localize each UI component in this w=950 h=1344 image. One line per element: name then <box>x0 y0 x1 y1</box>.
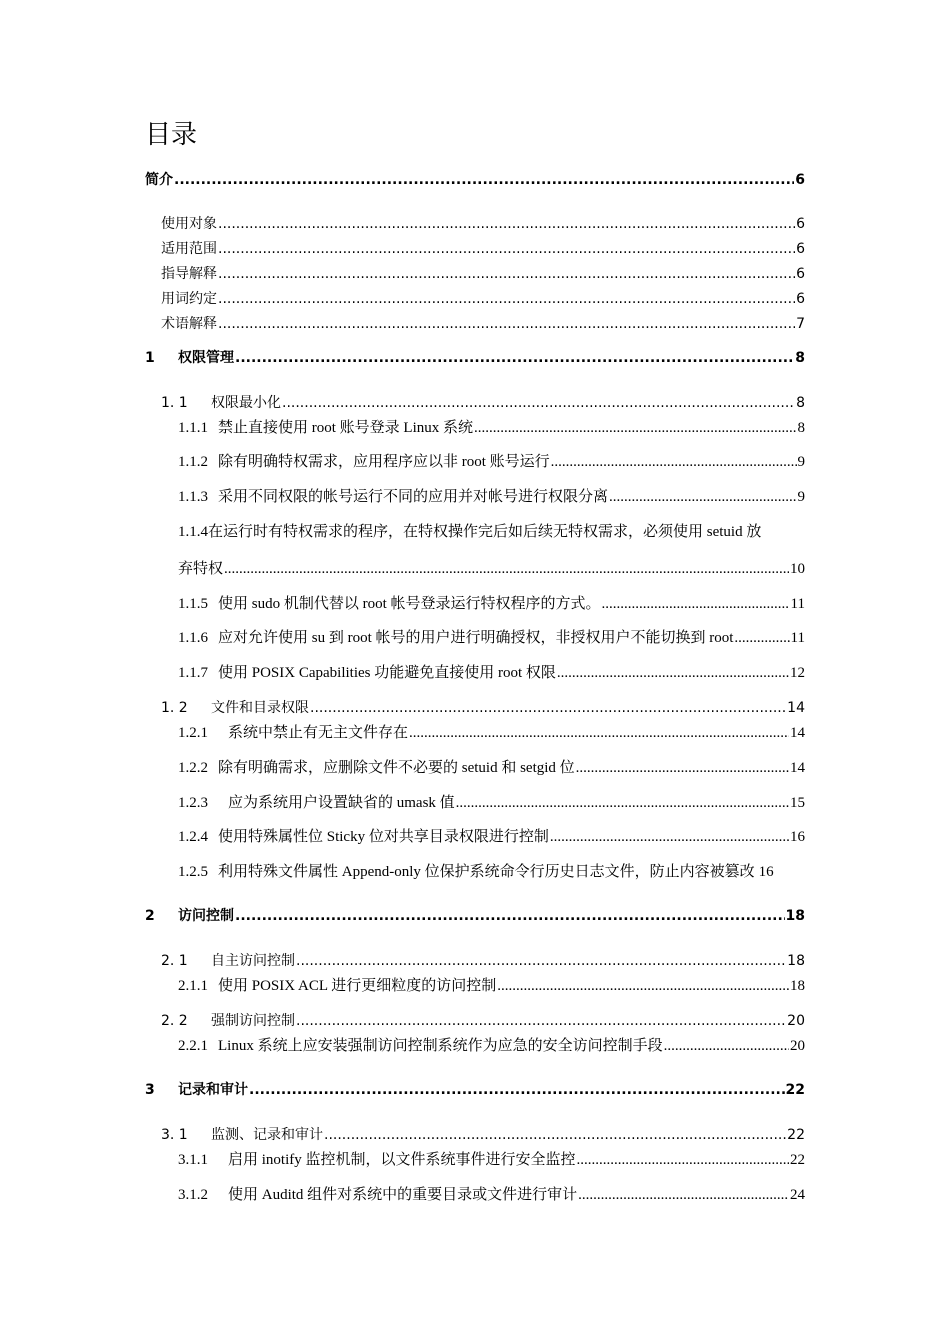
dot-leader <box>497 976 789 996</box>
toc-page-number: 6 <box>795 172 805 188</box>
dot-leader <box>602 594 790 614</box>
dot-leader <box>577 1150 790 1170</box>
toc-entry-label: 利用特殊文件属性 Append-only 位保护系统命令行历史日志文件，防止内容被篡改 <box>218 864 755 880</box>
dot-leader <box>218 314 795 334</box>
dot-leader <box>218 264 795 284</box>
toc-section[interactable] <box>161 698 805 718</box>
toc-entry-label: 指导解释 <box>161 266 217 282</box>
subsection-number: 1.1.5 <box>178 596 208 612</box>
toc-page-number: 14 <box>790 725 805 741</box>
toc-entry-label: 自主访问控制 <box>211 953 295 969</box>
toc-subsection[interactable] <box>178 976 805 996</box>
toc-entry-label: 使用 POSIX ACL 进行更细粒度的访问控制 <box>218 978 497 994</box>
dot-leader <box>551 452 797 472</box>
toc-subsection[interactable] <box>178 594 805 614</box>
toc-section[interactable] <box>161 1125 805 1145</box>
toc-entry-label: 启用 inotify 监控机制，以文件系统事件进行安全监控 <box>228 1152 576 1168</box>
section-number: 2. 1 <box>161 953 188 969</box>
toc-entry-label: 使用 sudo 机制代替以 root 帐号登录运行特权程序的方式。 <box>218 596 601 612</box>
toc-subsection[interactable] <box>178 663 805 683</box>
toc-entry[interactable] <box>161 314 805 334</box>
toc-page-number: 24 <box>790 1187 805 1203</box>
toc-chapter-2[interactable] <box>145 906 805 926</box>
subsection-number: 1.2.2 <box>178 760 208 776</box>
toc-entry-label: 强制访问控制 <box>211 1013 295 1029</box>
subsection-number: 3.1.1 <box>178 1152 208 1168</box>
toc-page-number: 14 <box>790 760 805 776</box>
toc-section[interactable] <box>161 951 805 971</box>
dot-leader <box>576 758 789 778</box>
subsection-number: 1.1.7 <box>178 665 208 681</box>
subsection-number: 1.2.4 <box>178 829 208 845</box>
toc-section[interactable] <box>161 393 805 413</box>
toc-entry-label: 用词约定 <box>161 291 217 307</box>
section-number: 3. 1 <box>161 1127 188 1143</box>
toc-entry-label: Linux 系统上应安装强制访问控制系统作为应急的安全访问控制手段 <box>218 1038 663 1054</box>
dot-leader <box>235 348 794 368</box>
subsection-number: 1.2.3 <box>178 795 208 811</box>
toc-entry-label: 采用不同权限的帐号运行不同的应用并对帐号进行权限分离 <box>218 489 609 505</box>
dot-leader <box>734 628 789 648</box>
section-number: 1. 1 <box>161 395 188 411</box>
dot-leader <box>296 951 786 971</box>
toc-page-number: 8 <box>795 350 805 366</box>
toc-entry-label: 在运行时有特权需求的程序，在特权操作完后如后续无特权需求，必须使用 setuid 放 <box>208 524 762 540</box>
toc-entry-label: 记录和审计 <box>178 1082 248 1098</box>
dot-leader <box>557 663 789 683</box>
toc-page-number: 22 <box>785 1082 805 1098</box>
toc-page-number: 6 <box>796 291 805 307</box>
subsection-number: 2.2.1 <box>178 1038 208 1054</box>
toc-entry-label: 使用对象 <box>161 216 217 232</box>
toc-entry-label: 监测、记录和审计 <box>211 1127 323 1143</box>
toc-page-number: 11 <box>790 596 805 612</box>
toc-entry[interactable] <box>161 264 805 284</box>
dot-leader <box>296 1011 786 1031</box>
toc-subsection[interactable] <box>178 827 805 847</box>
toc-subsection[interactable] <box>178 862 805 882</box>
toc-page-number: 12 <box>790 665 805 681</box>
toc-entry-label: 术语解释 <box>161 316 217 332</box>
toc-entry-label: 应为系统用户设置缺省的 umask 值 <box>228 795 455 811</box>
section-number: 1. 2 <box>161 700 188 716</box>
dot-leader <box>310 698 786 718</box>
toc-page-number: 14 <box>787 700 805 716</box>
subsection-number: 1.2.5 <box>178 864 208 880</box>
chapter-number: 1 <box>145 350 155 366</box>
subsection-number: 1.2.1 <box>178 725 208 741</box>
dot-leader <box>224 559 789 579</box>
toc-page-number: 18 <box>790 978 805 994</box>
toc-page-number: 6 <box>796 216 805 232</box>
toc-page-number: 22 <box>790 1152 805 1168</box>
toc-section[interactable] <box>161 1011 805 1031</box>
toc-subsection[interactable] <box>178 628 805 648</box>
toc-entry-label: 使用 Auditd 组件对系统中的重要目录或文件进行审计 <box>228 1187 578 1203</box>
toc-entry-label: 权限管理 <box>178 350 234 366</box>
toc-page-number: 15 <box>790 795 805 811</box>
toc-page-number: 8 <box>797 420 805 436</box>
toc-page-number: 9 <box>797 454 805 470</box>
dot-leader <box>609 487 796 507</box>
toc-page-number: 11 <box>790 630 805 646</box>
toc-entry-label: 使用特殊属性位 Sticky 位对共享目录权限进行控制 <box>218 829 549 845</box>
toc-subsection-continuation[interactable] <box>178 559 805 579</box>
toc-page-number: 6 <box>796 241 805 257</box>
dot-leader <box>474 418 797 438</box>
toc-page-number: 22 <box>787 1127 805 1143</box>
toc-entry-label: 访问控制 <box>178 908 234 924</box>
toc-page-number: 18 <box>787 953 805 969</box>
toc-entry[interactable] <box>161 239 805 259</box>
subsection-number: 1.1.1 <box>178 420 208 436</box>
toc-entry-label: 适用范围 <box>161 241 217 257</box>
toc-entry-label: 应对允许使用 su 到 root 帐号的用户进行明确授权，非授权用户不能切换到 root <box>218 630 734 646</box>
toc-entry-label: 文件和目录权限 <box>211 700 309 716</box>
toc-page-number: 18 <box>785 908 805 924</box>
toc-page-number: 20 <box>787 1013 805 1029</box>
toc-entry-label: 使用 POSIX Capabilities 功能避免直接使用 root 权限 <box>218 665 556 681</box>
toc-subsection[interactable] <box>178 723 805 743</box>
toc-page-number: 7 <box>796 316 805 332</box>
toc-entry-label: 权限最小化 <box>211 395 281 411</box>
toc-page-number: 10 <box>790 561 805 577</box>
dot-leader <box>664 1036 789 1056</box>
toc-subsection[interactable] <box>178 418 805 438</box>
toc-entry[interactable] <box>161 214 805 234</box>
chapter-number: 2 <box>145 908 155 924</box>
toc-subsection[interactable] <box>178 1036 805 1056</box>
toc-chapter-3[interactable] <box>145 1080 805 1100</box>
dot-leader <box>218 214 795 234</box>
toc-entry-intro[interactable] <box>145 170 805 190</box>
subsection-number: 3.1.2 <box>178 1187 208 1203</box>
dot-leader <box>324 1125 786 1145</box>
section-number: 2. 2 <box>161 1013 188 1029</box>
toc-subsection[interactable] <box>178 758 805 778</box>
toc-subsection[interactable] <box>178 793 805 813</box>
dot-leader <box>235 906 785 926</box>
subsection-number: 2.1.1 <box>178 978 208 994</box>
toc-entry-label: 简介 <box>145 172 173 188</box>
dot-leader <box>174 170 794 190</box>
toc-entry-label: 除有明确特权需求，应用程序应以非 root 账号运行 <box>218 454 550 470</box>
toc-entry-label: 除有明确需求，应删除文件不必要的 setuid 和 setgid 位 <box>218 760 575 776</box>
dot-leader <box>409 723 789 743</box>
toc-subsection[interactable] <box>178 452 805 472</box>
toc-subsection[interactable] <box>178 1150 805 1170</box>
dot-leader <box>456 793 789 813</box>
toc-entry-label: 系统中禁止有无主文件存在 <box>228 725 409 741</box>
toc-page-number: 9 <box>797 489 805 505</box>
toc-page-number: 16 <box>790 829 805 845</box>
toc-page-number: 16 <box>758 864 774 880</box>
toc-title: 目录 <box>145 120 198 150</box>
toc-page-number: 20 <box>790 1038 805 1054</box>
dot-leader <box>578 1185 789 1205</box>
subsection-number: 1.1.6 <box>178 630 208 646</box>
toc-chapter-1[interactable] <box>145 348 805 368</box>
dot-leader <box>550 827 789 847</box>
dot-leader <box>249 1080 785 1100</box>
toc-subsection[interactable] <box>178 487 805 507</box>
toc-subsection[interactable] <box>178 1185 805 1205</box>
chapter-number: 3 <box>145 1082 155 1098</box>
toc-entry-label: 禁止直接使用 root 账号登录 Linux 系统 <box>218 420 473 436</box>
toc-entry[interactable] <box>161 289 805 309</box>
toc-entry-label: 弃特权 <box>178 561 224 577</box>
dot-leader <box>218 289 795 309</box>
toc-subsection-first-line[interactable] <box>178 522 805 542</box>
dot-leader <box>282 393 795 413</box>
dot-leader <box>218 239 795 259</box>
toc-page-number: 6 <box>796 266 805 282</box>
subsection-number: 1.1.4 <box>178 524 208 540</box>
subsection-number: 1.1.2 <box>178 454 208 470</box>
subsection-number: 1.1.3 <box>178 489 208 505</box>
toc-page-number: 8 <box>796 395 805 411</box>
